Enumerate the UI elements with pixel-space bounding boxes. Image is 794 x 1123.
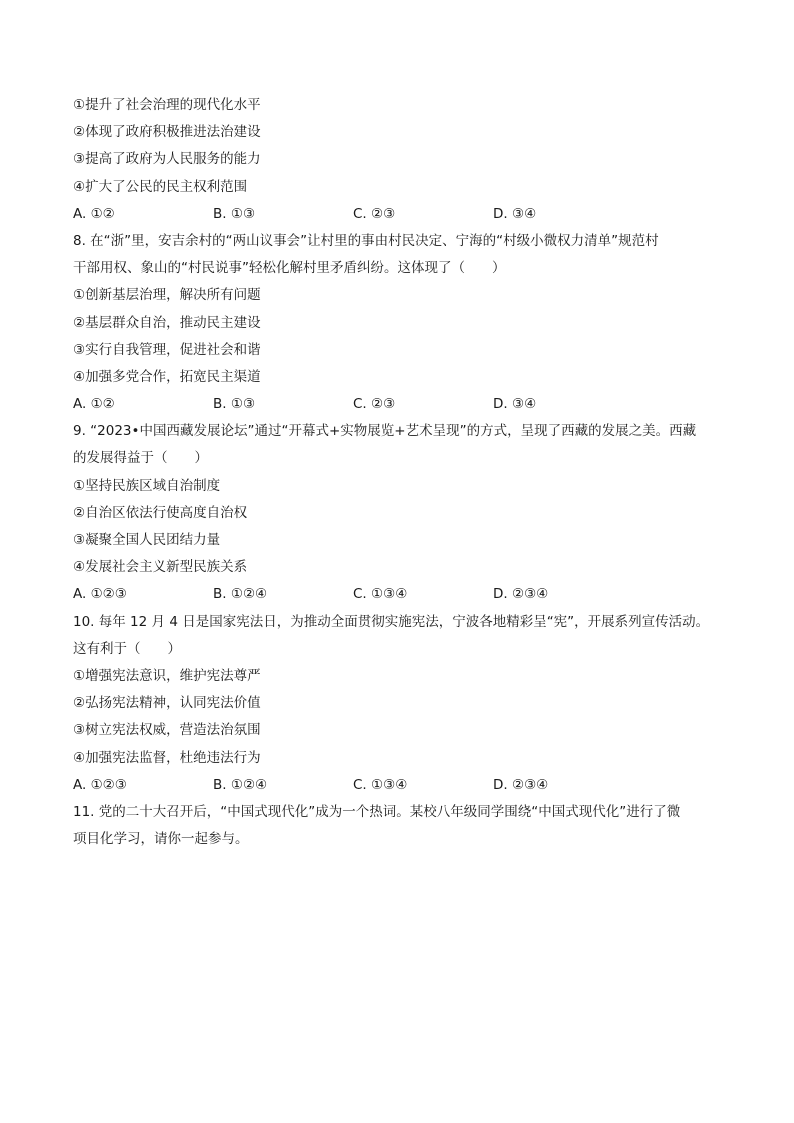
question-8 [73,228,733,418]
statement-4: ④加强宪法监督，杜绝违法行为 [73,749,261,766]
statement-3: ③提高了政府为人民服务的能力 [73,151,261,168]
question-11 [73,799,733,853]
option-a: A. ①② [73,205,115,222]
statement-2: ②基层群众自治，推动民主建设 [73,314,261,331]
question-stem-line-2: 干部用权、象山的“村民说事”轻松化解村里矛盾纠纷。这体现了（ ） [73,260,506,277]
option-b: B. ①②④ [213,586,268,603]
answer-options [73,772,733,799]
page-content [73,92,733,853]
option-c: C. ①③④ [353,776,408,793]
statement-2: ②体现了政府积极推进法治建设 [73,124,261,141]
statement-3: ③树立宪法权威，营造法治氛围 [73,722,261,739]
question-stem-line-1: 9. “2023•中国西藏发展论坛”通过“开幕式+实物展览+艺术呈现”的方式，呈现了西藏的发展之美。西藏 [73,423,697,440]
statement-1: ①坚持民族区域自治制度 [73,477,221,494]
option-d: D. ②③④ [493,586,549,603]
question-9 [73,418,733,608]
statement-3: ③实行自我管理，促进社会和谐 [73,341,261,358]
option-d: D. ③④ [493,205,537,222]
question-7 [73,92,733,228]
question-stem-line-2: 项目化学习，请你一起参与。 [73,831,249,848]
statement-1: ①提升了社会治理的现代化水平 [73,97,261,113]
statement-2: ②自治区依法行使高度自治权 [73,504,248,521]
question-stem-line-1: 8. 在“浙”里，安吉余村的“两山议事会”让村里的事由村民决定、宁海的“村级小微权力清单”规范村 [73,232,659,249]
answer-options [73,391,733,418]
option-b: B. ①③ [213,205,256,222]
option-a: A. ①② [73,396,115,413]
option-d: D. ②③④ [493,776,549,793]
option-a: A. ①②③ [73,776,127,793]
option-b: B. ①②④ [213,776,268,793]
question-stem-line-1: 11. 党的二十大召开后，“中国式现代化”成为一个热词。某校八年级同学围绕“中国式现代化”进行了微 [73,803,681,820]
statement-1: ①创新基层治理，解决所有问题 [73,287,261,304]
answer-options [73,581,733,608]
option-b: B. ①③ [213,396,256,413]
question-10 [73,609,733,799]
question-stem-line-1: 10. 每年 12 月 4 日是国家宪法日，为推动全面贯彻实施宪法，宁波各地精彩呈“宪”，开展系列宣传活动。 [73,613,710,630]
option-a: A. ①②③ [73,586,127,603]
option-c: C. ②③ [353,205,396,222]
statement-2: ②弘扬宪法精神，认同宪法价值 [73,695,261,712]
statement-1: ①增强宪法意识，维护宪法尊严 [73,667,261,684]
option-c: C. ②③ [353,396,396,413]
question-stem-line-2: 这有利于（ ） [73,640,181,657]
statement-3: ③凝聚全国人民团结力量 [73,532,221,548]
statement-4: ④加强多党合作，拓宽民主渠道 [73,368,261,385]
statement-4: ④发展社会主义新型民族关系 [73,559,248,576]
option-c: C. ①③④ [353,586,408,603]
answer-options [73,201,733,228]
option-d: D. ③④ [493,396,537,413]
question-stem-line-2: 的发展得益于（ ） [73,450,208,467]
statement-4: ④扩大了公民的民主权利范围 [73,178,248,195]
